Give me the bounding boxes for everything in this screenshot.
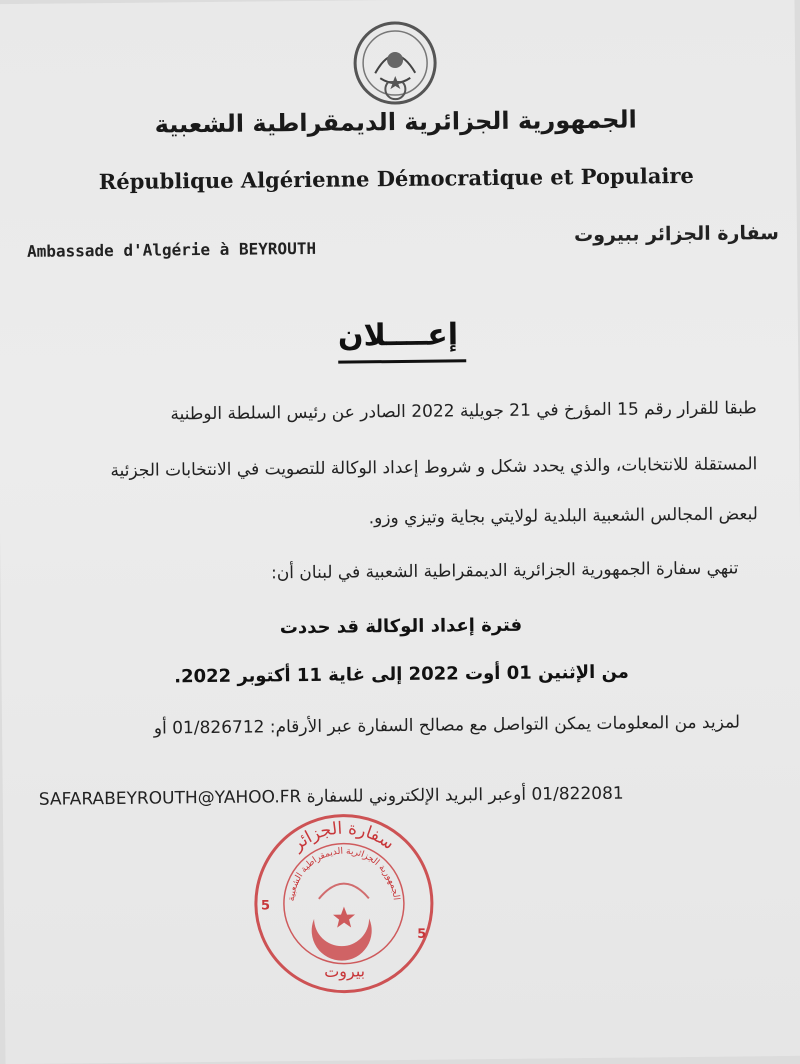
country-title-french: République Algérienne Démocratique et Populaire xyxy=(98,162,694,195)
stamp-top-text: سفارة الجزائر xyxy=(288,818,398,855)
hand-emblem-icon xyxy=(319,883,369,899)
stamp-inner-text: الجمهورية الجزائرية الديمقراطية الشعبية xyxy=(286,846,401,902)
stamp-number-right: 5 xyxy=(417,926,427,942)
paragraph-line: المستقلة للانتخابات، والذي يحدد شكل و شروط إعداد الوكالة للتصويت في الانتخابات الجزئية xyxy=(110,454,758,482)
star-icon xyxy=(333,906,355,927)
embassy-name-french: Ambassade d'Algérie à BEYROUTH xyxy=(26,238,317,261)
paragraph-line: لبعض المجالس الشعبية البلدية لولايتي بجاية وتيزي وزو. xyxy=(368,504,758,529)
country-title-arabic: الجمهورية الجزائرية الديمقراطية الشعبية xyxy=(154,105,637,139)
contact-text: أوعبر البريد الإلكتروني للسفارة xyxy=(306,784,527,807)
stamp-number-left: 5 xyxy=(260,898,271,914)
intro-line: تنهي سفارة الجمهورية الجزائرية الديمقراطية الشعبية في لبنان أن: xyxy=(270,558,739,584)
state-emblem-icon xyxy=(350,18,441,109)
contact-line-email xyxy=(39,782,739,809)
paragraph-line: طبقا للقرار رقم 15 المؤرخ في 21 جويلية 2022 الصادر عن رئيس السلطة الوطنية xyxy=(170,398,757,425)
email-address[interactable]: SAFARABEYROUTH@YAHOO.FR xyxy=(38,787,302,810)
proxy-period-line: فترة إعداد الوكالة قد حددت xyxy=(279,614,523,639)
contact-line: لمزيد من المعلومات يمكن التواصل مع مصالح السفارة عبر الأرقام: 01/826712 أو xyxy=(153,712,741,739)
embassy-stamp xyxy=(248,808,440,1000)
heading-underline xyxy=(338,359,466,363)
announcement-heading: إعــــلان xyxy=(337,317,459,354)
crescent-icon xyxy=(312,918,372,961)
proxy-dates-line: من الإثنين 01 أوت 2022 إلى غاية 11 أكتوبر 2022. xyxy=(174,661,629,688)
stamp-bottom-text: بيروت xyxy=(324,961,366,981)
embassy-name-arabic: سفارة الجزائر ببيروت xyxy=(573,222,780,247)
phone-number: 01/822081 xyxy=(531,783,624,805)
